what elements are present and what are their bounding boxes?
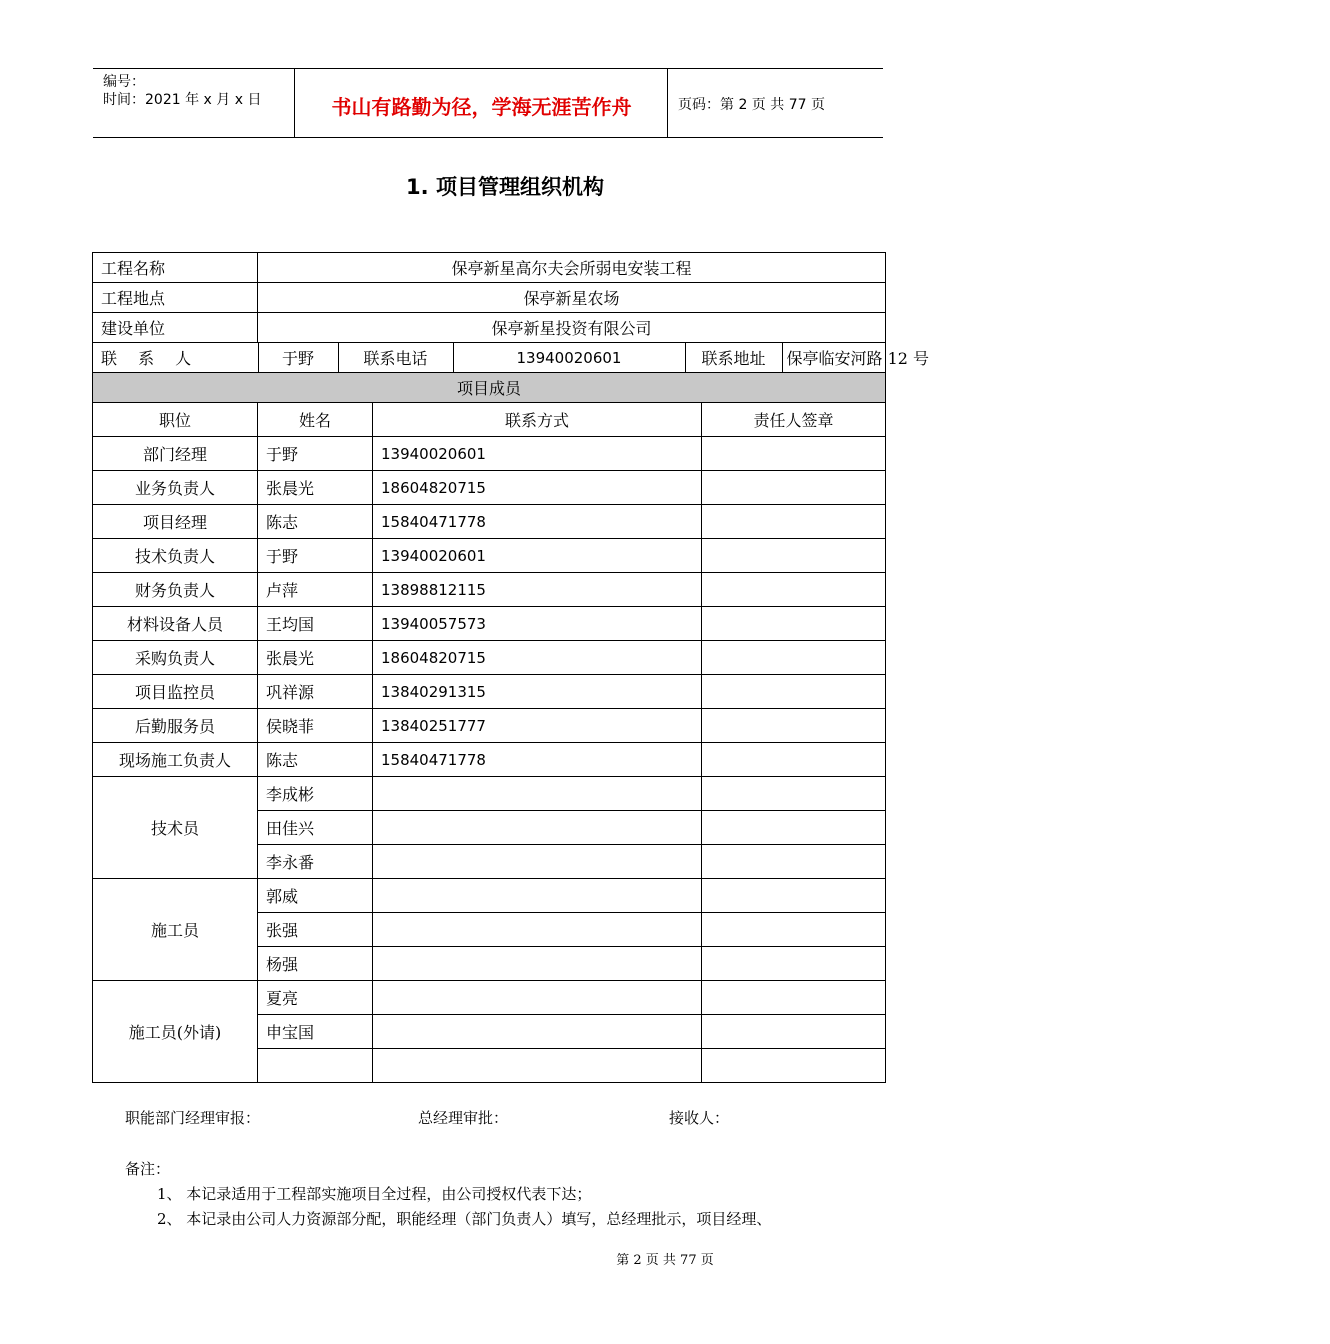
member-phone: 18604820715 bbox=[373, 471, 702, 505]
header-meta bbox=[103, 73, 261, 109]
members-section-title: 项目成员 bbox=[93, 373, 886, 403]
member-name: 郭威 bbox=[258, 879, 373, 913]
member-row bbox=[93, 437, 886, 471]
member-phone bbox=[373, 1015, 702, 1049]
member-name: 侯晓菲 bbox=[258, 709, 373, 743]
note-item: 1、 本记录适用于工程部实施项目全过程，由公司授权代表下达； bbox=[157, 1185, 592, 1203]
member-row bbox=[93, 607, 886, 641]
member-role: 后勤服务员 bbox=[93, 709, 258, 743]
header-page-info: 页码：第 2 页 共 77 页 bbox=[678, 97, 825, 113]
member-row bbox=[93, 641, 886, 675]
member-name: 巩祥源 bbox=[258, 675, 373, 709]
page-header bbox=[93, 68, 883, 138]
member-signature-cell bbox=[702, 777, 886, 811]
member-signature-cell bbox=[702, 913, 886, 947]
column-header-contact: 联系方式 bbox=[373, 403, 702, 437]
member-row bbox=[93, 709, 886, 743]
column-header-role: 职位 bbox=[93, 403, 258, 437]
member-signature-cell bbox=[702, 539, 886, 573]
header-divider bbox=[667, 69, 668, 137]
column-header-signature: 责任人签章 bbox=[702, 403, 886, 437]
member-name: 杨强 bbox=[258, 947, 373, 981]
member-name: 田佳兴 bbox=[258, 811, 373, 845]
project-name-label: 工程名称 bbox=[93, 253, 258, 283]
member-phone bbox=[373, 879, 702, 913]
member-role: 项目经理 bbox=[93, 505, 258, 539]
member-signature-cell bbox=[702, 437, 886, 471]
contact-phone: 13940020601 bbox=[453, 343, 685, 372]
project-owner: 保亭新星投资有限公司 bbox=[258, 313, 886, 343]
member-name: 陈志 bbox=[258, 505, 373, 539]
member-group-role: 施工员 bbox=[93, 879, 258, 981]
members-section-row bbox=[93, 373, 886, 403]
member-phone: 18604820715 bbox=[373, 641, 702, 675]
note-item: 2、 本记录由公司人力资源部分配，职能经理（部门负责人）填写，总经理批示，项目经理、 bbox=[157, 1210, 772, 1228]
page-title: 1. 项目管理组织机构 bbox=[406, 175, 604, 199]
member-name: 李永番 bbox=[258, 845, 373, 879]
member-signature-cell bbox=[702, 947, 886, 981]
member-phone: 13940057573 bbox=[373, 607, 702, 641]
member-signature-cell bbox=[702, 1049, 886, 1083]
receiver-label: 接收人： bbox=[669, 1109, 730, 1127]
member-name: 申宝国 bbox=[258, 1015, 373, 1049]
member-phone bbox=[373, 913, 702, 947]
member-signature-cell bbox=[702, 981, 886, 1015]
members-header-row bbox=[93, 403, 886, 437]
member-phone: 13840291315 bbox=[373, 675, 702, 709]
member-signature-cell bbox=[702, 811, 886, 845]
member-name: 王均国 bbox=[258, 607, 373, 641]
member-signature-cell bbox=[702, 845, 886, 879]
project-name-row bbox=[93, 253, 886, 283]
member-name: 陈志 bbox=[258, 743, 373, 777]
member-signature-cell bbox=[702, 607, 886, 641]
member-phone: 13840251777 bbox=[373, 709, 702, 743]
member-row bbox=[93, 573, 886, 607]
member-phone: 15840471778 bbox=[373, 505, 702, 539]
project-contact-row bbox=[93, 343, 886, 373]
member-row bbox=[93, 981, 886, 1015]
project-location: 保亭新星农场 bbox=[258, 283, 886, 313]
dept-manager-approval: 职能部门经理审报： bbox=[125, 1109, 261, 1127]
member-phone bbox=[373, 947, 702, 981]
project-location-row bbox=[93, 283, 886, 313]
phone-label: 联系电话 bbox=[338, 343, 453, 372]
organization-table bbox=[92, 252, 930, 1083]
member-row bbox=[93, 675, 886, 709]
page-footer-number: 第 2 页 共 77 页 bbox=[616, 1253, 714, 1268]
member-name: 张晨光 bbox=[258, 471, 373, 505]
general-manager-approval: 总经理审批： bbox=[418, 1109, 509, 1127]
project-name: 保亭新星高尔夫会所弱电安装工程 bbox=[258, 253, 886, 283]
member-signature-cell bbox=[702, 573, 886, 607]
project-owner-label: 建设单位 bbox=[93, 313, 258, 343]
member-name: 于野 bbox=[258, 437, 373, 471]
member-name: 张强 bbox=[258, 913, 373, 947]
member-phone bbox=[373, 811, 702, 845]
document-time: 时间：2021 年 x 月 x 日 bbox=[103, 92, 262, 108]
contact-name: 于野 bbox=[258, 343, 338, 372]
member-name: 卢萍 bbox=[258, 573, 373, 607]
member-phone: 15840471778 bbox=[373, 743, 702, 777]
contact-label: 联 系 人 bbox=[93, 343, 258, 372]
member-role: 采购负责人 bbox=[93, 641, 258, 675]
member-phone: 13898812115 bbox=[373, 573, 702, 607]
member-group-role: 施工员(外请) bbox=[93, 981, 258, 1083]
member-row bbox=[93, 505, 886, 539]
member-row bbox=[93, 539, 886, 573]
member-signature-cell bbox=[702, 641, 886, 675]
member-name: 于野 bbox=[258, 539, 373, 573]
member-name bbox=[258, 1049, 373, 1083]
document-number-label: 编号： bbox=[103, 74, 145, 90]
member-role: 业务负责人 bbox=[93, 471, 258, 505]
member-name: 张晨光 bbox=[258, 641, 373, 675]
member-signature-cell bbox=[702, 471, 886, 505]
member-row bbox=[93, 879, 886, 913]
header-motto: 书山有路勤为径，学海无涯苦作舟 bbox=[331, 95, 632, 119]
member-phone bbox=[373, 777, 702, 811]
member-phone bbox=[373, 981, 702, 1015]
member-row bbox=[93, 777, 886, 811]
member-row bbox=[93, 743, 886, 777]
member-role: 财务负责人 bbox=[93, 573, 258, 607]
project-location-label: 工程地点 bbox=[93, 283, 258, 313]
contact-address: 保亭临安河路 12 号 bbox=[786, 349, 930, 368]
member-phone: 13940020601 bbox=[373, 539, 702, 573]
member-signature-cell bbox=[702, 675, 886, 709]
member-role: 项目监控员 bbox=[93, 675, 258, 709]
member-name: 夏亮 bbox=[258, 981, 373, 1015]
member-phone bbox=[373, 1049, 702, 1083]
column-header-name: 姓名 bbox=[258, 403, 373, 437]
contact-subtable bbox=[93, 343, 930, 372]
member-role: 现场施工负责人 bbox=[93, 743, 258, 777]
project-owner-row bbox=[93, 313, 886, 343]
member-role: 材料设备人员 bbox=[93, 607, 258, 641]
member-signature-cell bbox=[702, 879, 886, 913]
member-phone bbox=[373, 845, 702, 879]
member-phone: 13940020601 bbox=[373, 437, 702, 471]
address-label: 联系地址 bbox=[685, 343, 782, 372]
member-role: 技术负责人 bbox=[93, 539, 258, 573]
notes-label: 备注： bbox=[125, 1160, 171, 1178]
member-row bbox=[93, 471, 886, 505]
member-signature-cell bbox=[702, 505, 886, 539]
member-role: 部门经理 bbox=[93, 437, 258, 471]
member-signature-cell bbox=[702, 709, 886, 743]
member-signature-cell bbox=[702, 1015, 886, 1049]
member-signature-cell bbox=[702, 743, 886, 777]
notes-section bbox=[125, 1157, 771, 1232]
member-group-role: 技术员 bbox=[93, 777, 258, 879]
member-name: 李成彬 bbox=[258, 777, 373, 811]
